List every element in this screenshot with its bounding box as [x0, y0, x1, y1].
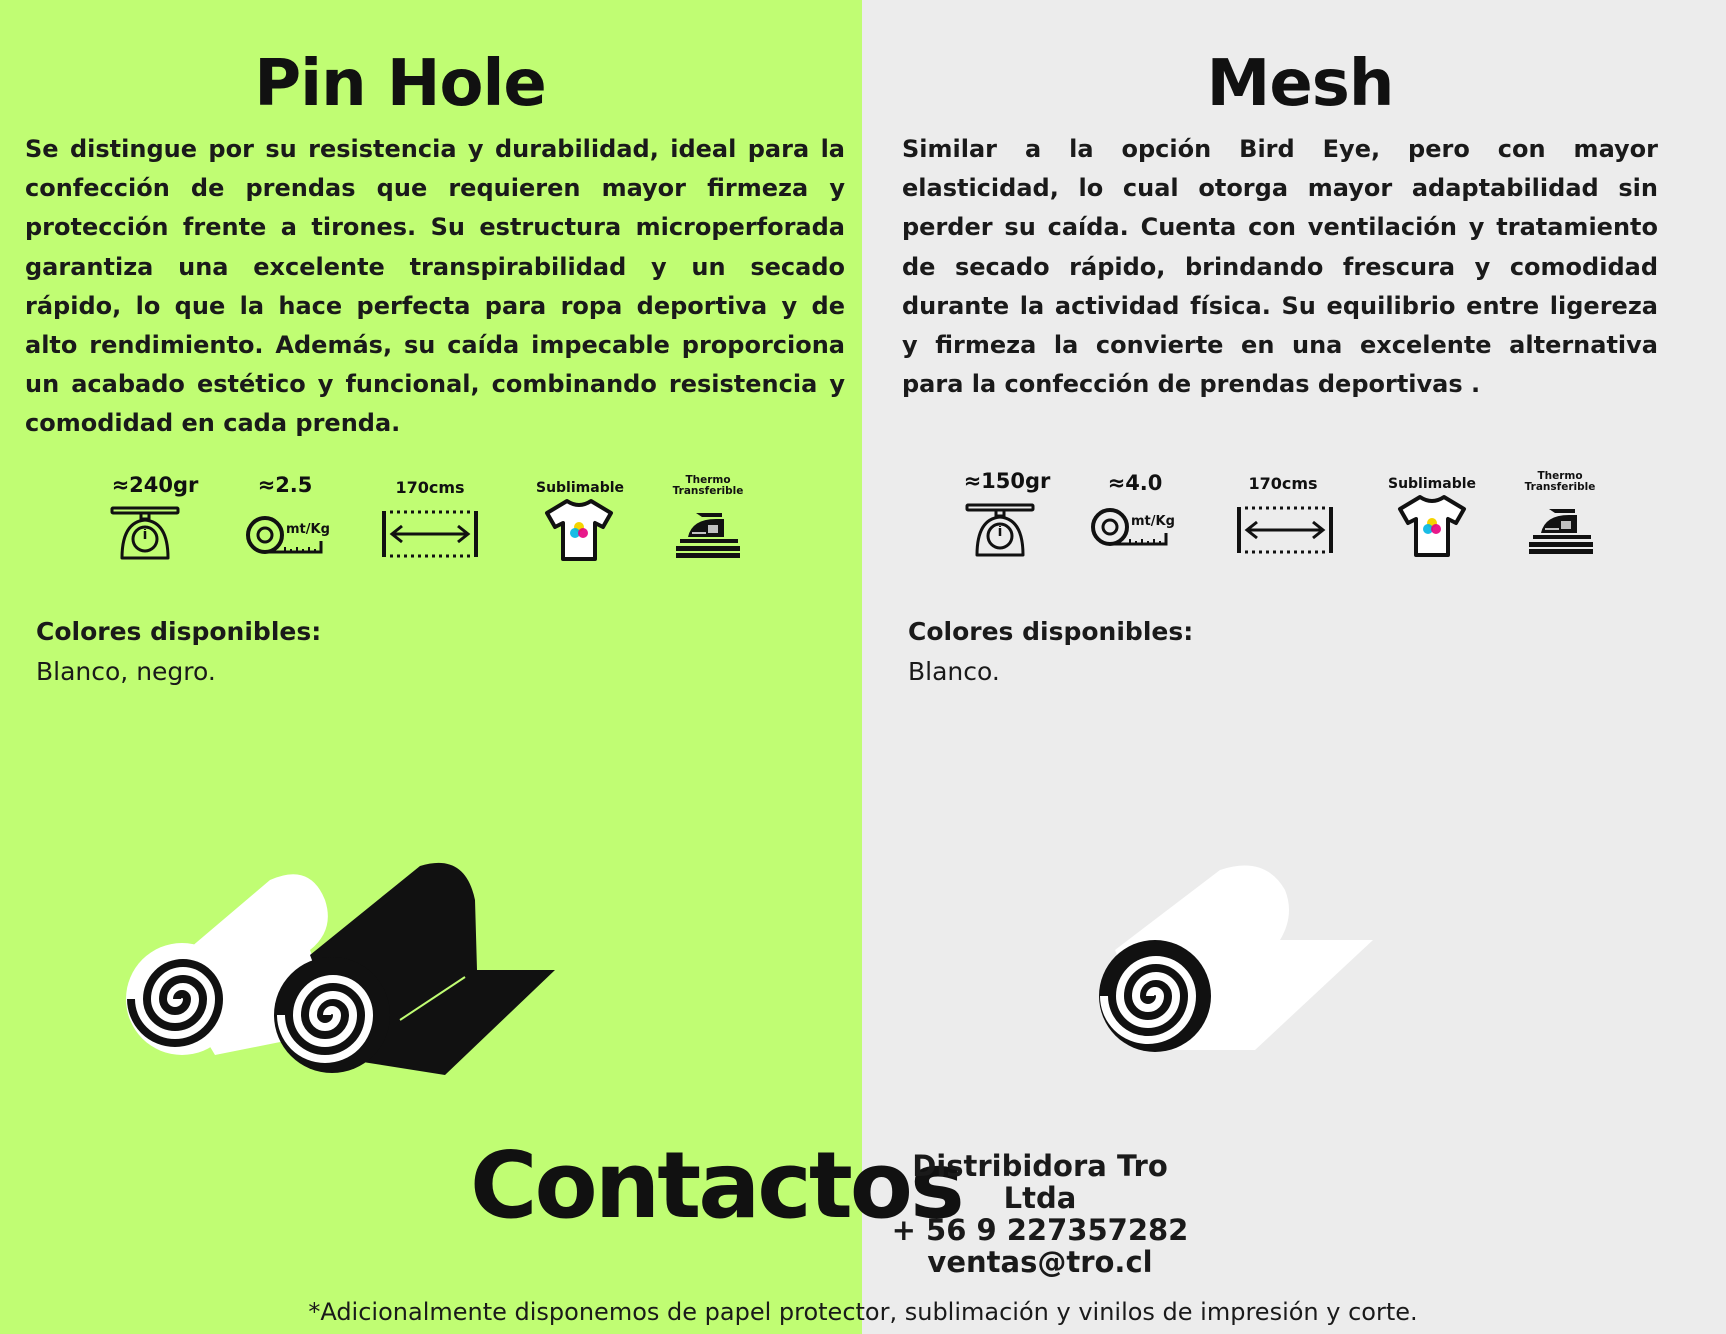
pinhole-yield-label: ≈2.5 [257, 473, 313, 497]
pinhole-colors-value: Blanco, negro. [36, 657, 216, 686]
width-arrow-icon [380, 507, 480, 561]
mesh-thermo-line2: Transferible [1524, 481, 1596, 493]
contacts-title: Contactos [470, 1132, 962, 1239]
scale-icon [110, 505, 180, 561]
fabric-roll-illustration [1095, 860, 1375, 1060]
mesh-title: Mesh [1206, 47, 1394, 121]
iron-icon [672, 503, 742, 559]
pinhole-yield-unit: mt/Kg [286, 522, 330, 537]
mesh-colors-value: Blanco. [908, 657, 1000, 686]
footnote: *Adicionalmente disponemos de papel protector, sublimación y vinilos de impresión y corte. [308, 1298, 1418, 1326]
phone-number[interactable]: + 56 9 227357282 [891, 1213, 1189, 1247]
mesh-width-label: 170cms [1248, 474, 1318, 493]
fabric-rolls-illustration [120, 860, 560, 1090]
mesh-description: Similar a la opción Bird Eye, pero con mayor elasticidad, lo cual otorga mayor adaptabilidad sin perder su caída. Cuenta con ventilación y tratamiento de secado rápido, brindando frescura y comodidad durante la actividad física. Su equilibrio entre ligereza y firmeza la convierte en una excelente alternativa para la confección de prendas deportivas . [902, 135, 1658, 399]
tshirt-icon [543, 497, 615, 563]
pinhole-thermo-line1: Thermo [685, 474, 731, 486]
pinhole-description: Se distingue por su resistencia y durabilidad, ideal para la confección de prendas que requieren mayor firmeza y protección frente a tirones. Su estructura microperforada garantiza una excelente transpirabilidad y un secado rápido, lo que la hace perfecta para ropa deportiva y de alto rendimiento. Además, su caída impecable proporciona un acabado estético y funcional, combinando resistencia y comodidad en cada prenda. [25, 135, 845, 438]
pinhole-thermo-label [668, 475, 748, 497]
pinhole-width-label: 170cms [395, 478, 465, 497]
iron-icon [1525, 499, 1595, 555]
width-arrow-icon [1235, 503, 1335, 557]
mesh-thermo-line1: Thermo [1537, 470, 1583, 482]
mesh-sublimable-label: Sublimable [1387, 476, 1477, 492]
pinhole-title: Pin Hole [254, 47, 546, 121]
mesh-yield-label: ≈4.0 [1107, 471, 1163, 495]
scale-icon [965, 502, 1035, 558]
mesh-yield-unit: mt/Kg [1131, 514, 1175, 529]
email-address[interactable]: ventas@tro.cl [927, 1245, 1153, 1279]
pinhole-thermo-line2: Transferible [672, 485, 744, 497]
mesh-thermo-label [1520, 471, 1600, 493]
pinhole-sublimable-label: Sublimable [535, 480, 625, 496]
mesh-colors-heading: Colores disponibles: [908, 617, 1194, 646]
mesh-weight-label: ≈150gr [963, 469, 1051, 493]
tshirt-icon [1396, 493, 1468, 559]
company-name: Distribidora Tro Ltda [912, 1149, 1168, 1215]
contact-info [875, 1150, 1205, 1278]
pinhole-colors-heading: Colores disponibles: [36, 617, 322, 646]
pinhole-weight-label: ≈240gr [111, 473, 199, 497]
